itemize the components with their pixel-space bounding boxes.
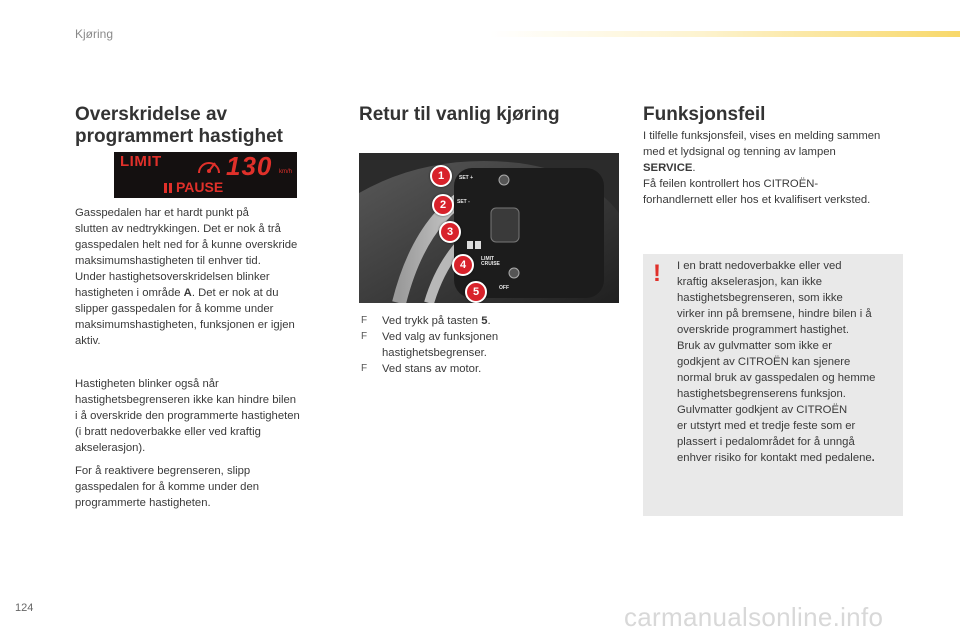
limit-display-image [114, 152, 297, 198]
text-line: hastigheten i område [75, 287, 184, 299]
text-line: Hastigheten blinker også når [75, 378, 219, 390]
overspeed-paragraph-3 [75, 463, 335, 511]
overspeed-paragraph-1 [75, 205, 335, 349]
text-line: i å overskride den programmerte hastigheten [75, 410, 300, 422]
bullet-flag-icon: F [361, 315, 368, 326]
display-speed-value: 130 [226, 152, 273, 181]
badge-5: 5 [465, 281, 487, 303]
warning-text [677, 258, 899, 466]
text-line: Ved stans av motor. [382, 363, 482, 375]
text-line: forhandlernett eller hos et kvalifisert verksted. [643, 194, 871, 206]
text-line: godkjent av CITROËN kan sjenere [677, 356, 851, 368]
malfunction-paragraph [643, 128, 908, 208]
text-line: Bruk av gulvmatter som ikke er [677, 340, 833, 352]
text-line: I tilfelle funksjonsfeil, vises en melding sammen [643, 130, 881, 142]
warning-box [643, 254, 903, 516]
text-line: I en bratt nedoverbakke eller ved [677, 260, 842, 272]
text-line: kraftig akselerasjon, kan ikke [677, 276, 823, 288]
watermark: carmanualsonline.info [624, 602, 884, 632]
text-line: akselerasjon). [75, 442, 146, 454]
button-label-set-plus: SET + [459, 175, 474, 181]
text-line: med et lydsignal og tenning av lampen [643, 146, 836, 158]
text-line: Ved valg av funksjonen [382, 331, 499, 343]
service-label: SERVICE [643, 162, 693, 174]
text-line: hastighetsbegrenseren ikke kan hindre bilen [75, 394, 297, 406]
text-line: programmerte hastigheten. [75, 497, 211, 509]
text-line: Under hastighetsoverskridelsen blinker [75, 271, 270, 283]
display-pause-text: PAUSE [176, 179, 224, 195]
text-line: enhver risiko for kontakt med pedalene [677, 452, 872, 464]
text-line: gasspedalen for å komme under den [75, 481, 260, 493]
badge-4: 4 [452, 254, 474, 276]
zone-a-label: A [183, 287, 192, 299]
text-line: hastighetsbegrenser. [382, 347, 487, 359]
text-line: . [692, 162, 696, 174]
text-line: . [871, 452, 875, 464]
text-line: overskride programmert hastighet. [677, 324, 850, 336]
text-line: slutten av nedtrykkingen. Det er nok å trå [75, 223, 281, 235]
text-line: Gulvmatter godkjent av CITROËN [677, 404, 848, 416]
text-line: . [487, 315, 491, 327]
section-title: Kjøring [75, 27, 114, 41]
text-line: slipper gasspedalen for å komme under [75, 303, 274, 315]
heading-overspeed-line1: Overskridelse av [75, 104, 228, 125]
list-item [361, 329, 611, 361]
warning-exclamation-icon: ! [653, 260, 661, 287]
badge-3: 3 [439, 221, 461, 243]
text-line: hastighetsbegrenseren, som ikke [677, 292, 843, 304]
return-conditions-list [361, 313, 611, 377]
button-label-off: OFF [499, 285, 509, 291]
button-label-set-minus: SET - [457, 199, 470, 205]
heading-malfunction: Funksjonsfeil [643, 104, 766, 125]
steering-wheel-illustration [359, 153, 619, 303]
display-speed-unit: km/h [279, 169, 293, 175]
text-line: plassert i pedalområdet for å unngå [677, 436, 855, 448]
bullet-flag-icon: F [361, 363, 368, 374]
badge-2: 2 [432, 194, 454, 216]
text-line: (i bratt nedoverbakke eller ved kraftig [75, 426, 261, 438]
overspeed-paragraph-2 [75, 376, 335, 456]
text-line: For å reaktivere begrenseren, slipp [75, 465, 251, 477]
list-item [361, 313, 611, 329]
heading-overspeed [75, 104, 283, 148]
text-line: hastighetsbegrenserens funksjon. [677, 388, 846, 400]
text-line: normal bruk av gasspedalen og hemme [677, 372, 876, 384]
header-accent-bar [490, 31, 960, 37]
page-number: 124 [15, 602, 34, 614]
list-item [361, 361, 611, 377]
text-line: Ved trykk på tasten [382, 315, 482, 327]
heading-return-normal: Retur til vanlig kjøring [359, 104, 560, 125]
heading-overspeed-line2: programmert hastighet [75, 126, 283, 147]
button-label-limit-cruise: LIMIT CRUISE [481, 256, 500, 267]
text-line: er utstyrt med et tredje feste som er [677, 420, 856, 432]
text-line: gasspedalen helt ned for å kunne overskride [75, 239, 298, 251]
badge-1: 1 [430, 165, 452, 187]
text-line: aktiv. [75, 335, 101, 347]
display-limit-text: LIMIT [120, 153, 162, 170]
pause-icon [164, 183, 174, 193]
bullet-flag-icon: F [361, 331, 368, 342]
text-line: Få feilen kontrollert hos CITROËN- [643, 178, 819, 190]
text-line: maksimumshastigheten, funksjonen er igjen [75, 319, 295, 331]
text-line: maksimumshastigheten til enhver tid. [75, 255, 261, 267]
text-line: Gasspedalen har et hardt punkt på [75, 207, 249, 219]
text-line: . Det er nok at du [191, 287, 279, 299]
speedometer-icon [196, 156, 222, 176]
steering-wheel-photo [359, 153, 619, 303]
key-5-label: 5 [481, 315, 488, 327]
text-line: virker inn på bremsene, hindre bilen i å [677, 308, 872, 320]
